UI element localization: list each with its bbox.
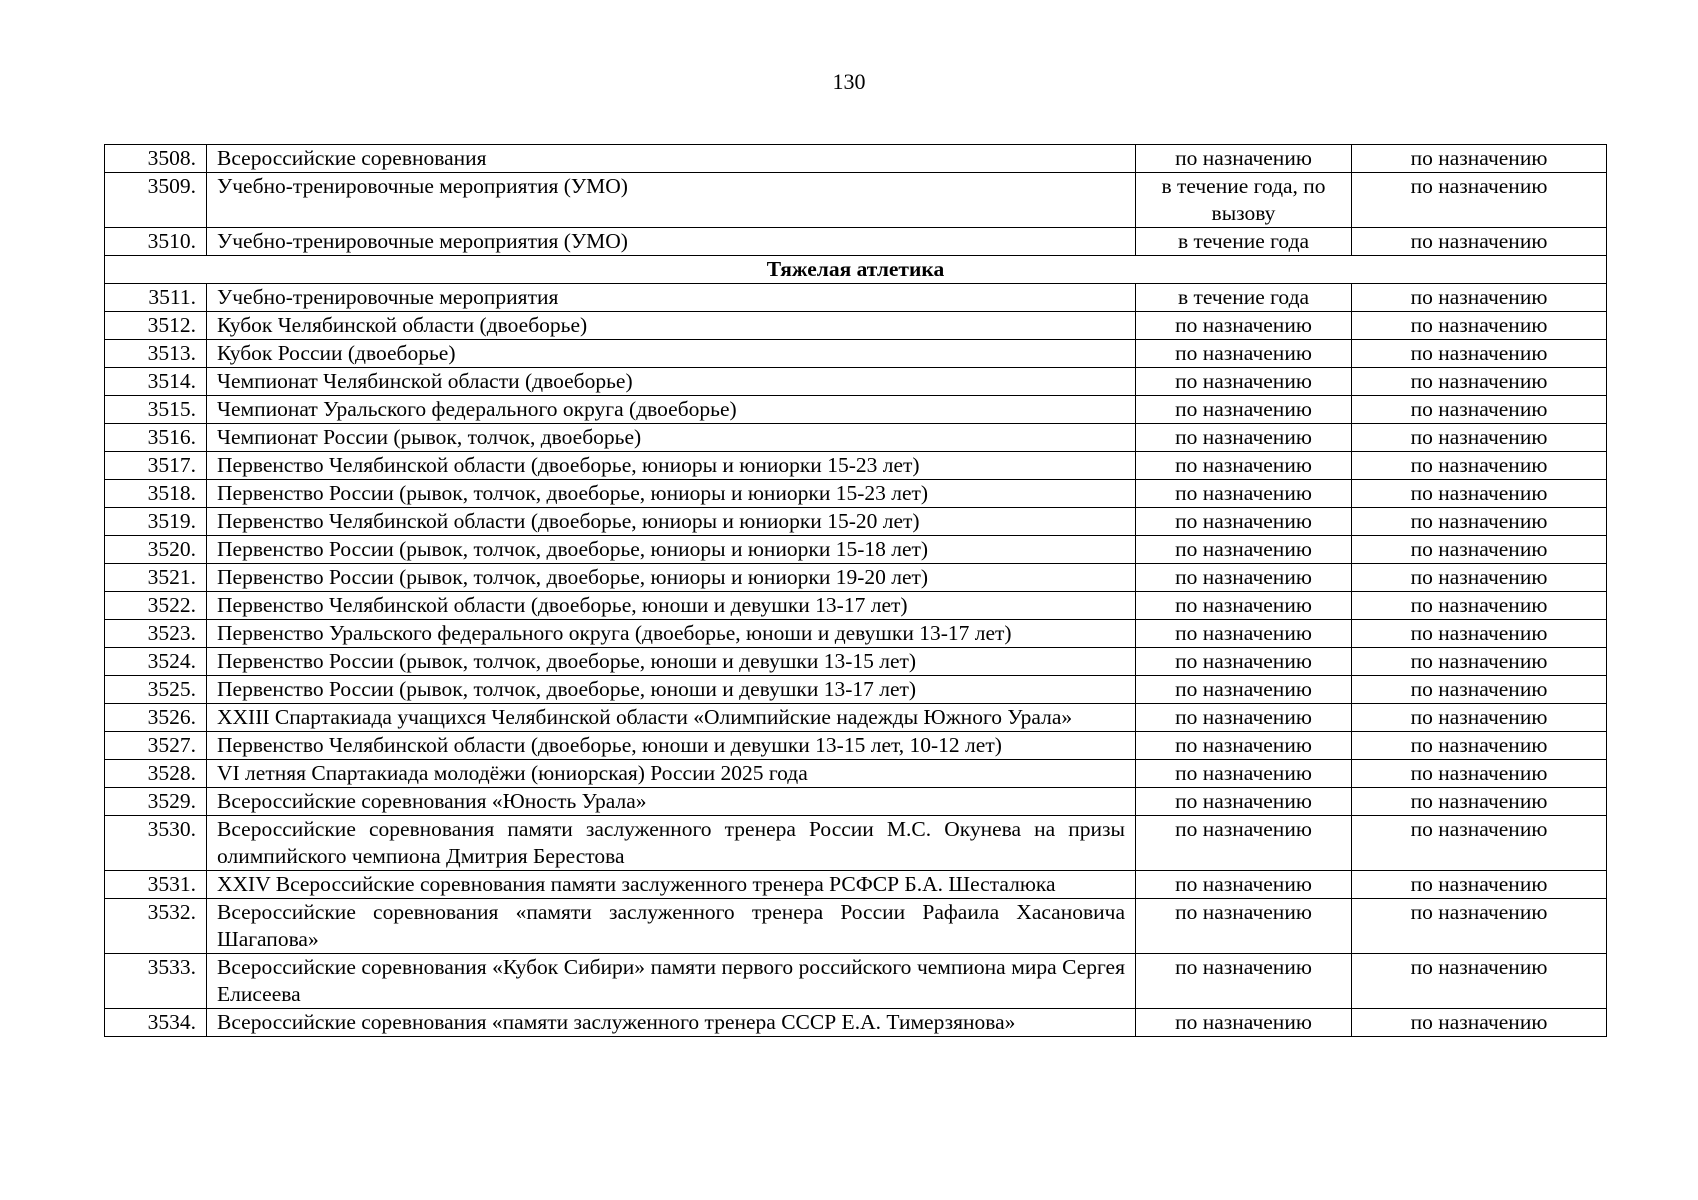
table-row bbox=[105, 676, 1607, 704]
event-place: по назначению bbox=[1352, 536, 1607, 564]
table-row bbox=[105, 508, 1607, 536]
event-date: по назначению bbox=[1136, 816, 1352, 871]
table-row bbox=[105, 424, 1607, 452]
event-date: по назначению bbox=[1136, 480, 1352, 508]
event-place: по назначению bbox=[1352, 620, 1607, 648]
event-date: по назначению bbox=[1136, 508, 1352, 536]
event-place: по назначению bbox=[1352, 592, 1607, 620]
table-row bbox=[105, 1009, 1607, 1037]
row-number: 3532. bbox=[105, 899, 207, 954]
event-name: Первенство России (рывок, толчок, двоеборье, юниоры и юниорки 15-23 лет) bbox=[207, 480, 1136, 508]
table-row bbox=[105, 368, 1607, 396]
event-date: по назначению bbox=[1136, 676, 1352, 704]
row-number: 3509. bbox=[105, 173, 207, 228]
event-name: Чемпионат Челябинской области (двоеборье) bbox=[207, 368, 1136, 396]
event-place: по назначению bbox=[1352, 954, 1607, 1009]
table-row bbox=[105, 760, 1607, 788]
row-number: 3510. bbox=[105, 228, 207, 256]
section-header-group bbox=[105, 256, 1607, 284]
table-row bbox=[105, 954, 1607, 1009]
event-name: Первенство Челябинской области (двоеборье, юниоры и юниорки 15-20 лет) bbox=[207, 508, 1136, 536]
row-number: 3512. bbox=[105, 312, 207, 340]
event-name: Первенство России (рывок, толчок, двоеборье, юниоры и юниорки 19-20 лет) bbox=[207, 564, 1136, 592]
event-place: по назначению bbox=[1352, 312, 1607, 340]
event-name: Всероссийские соревнования «Кубок Сибири» памяти первого российского чемпиона мира Сергея Елисеева bbox=[207, 954, 1136, 1009]
event-date: по назначению bbox=[1136, 899, 1352, 954]
event-date: по назначению bbox=[1136, 368, 1352, 396]
event-date: по назначению bbox=[1136, 620, 1352, 648]
event-name: Всероссийские соревнования памяти заслуженного тренера России М.С. Окунева на призы олимпийского чемпиона Дмитрия Берестова bbox=[207, 816, 1136, 871]
table-row bbox=[105, 536, 1607, 564]
table-row bbox=[105, 704, 1607, 732]
row-number: 3517. bbox=[105, 452, 207, 480]
event-place: по назначению bbox=[1352, 564, 1607, 592]
event-place: по назначению bbox=[1352, 704, 1607, 732]
row-number: 3522. bbox=[105, 592, 207, 620]
event-date: по назначению bbox=[1136, 648, 1352, 676]
event-place: по назначению bbox=[1352, 396, 1607, 424]
events-table-body-section bbox=[105, 284, 1607, 1037]
event-place: по назначению bbox=[1352, 452, 1607, 480]
event-place: по назначению bbox=[1352, 145, 1607, 173]
event-date: по назначению bbox=[1136, 732, 1352, 760]
event-date: в течение года, по вызову bbox=[1136, 173, 1352, 228]
event-date: по назначению bbox=[1136, 145, 1352, 173]
event-name: Кубок России (двоеборье) bbox=[207, 340, 1136, 368]
event-name: Первенство Уральского федерального округа (двоеборье, юноши и девушки 13-17 лет) bbox=[207, 620, 1136, 648]
event-date: по назначению bbox=[1136, 340, 1352, 368]
row-number: 3526. bbox=[105, 704, 207, 732]
row-number: 3514. bbox=[105, 368, 207, 396]
event-name: Первенство России (рывок, толчок, двоеборье, юниоры и юниорки 15-18 лет) bbox=[207, 536, 1136, 564]
event-place: по назначению bbox=[1352, 1009, 1607, 1037]
event-name: Кубок Челябинской области (двоеборье) bbox=[207, 312, 1136, 340]
event-place: по назначению bbox=[1352, 676, 1607, 704]
row-number: 3524. bbox=[105, 648, 207, 676]
event-name: Учебно-тренировочные мероприятия bbox=[207, 284, 1136, 312]
event-name: Первенство Челябинской области (двоеборье, юниоры и юниорки 15-23 лет) bbox=[207, 452, 1136, 480]
event-date: в течение года bbox=[1136, 228, 1352, 256]
event-date: по назначению bbox=[1136, 312, 1352, 340]
event-name: Первенство Челябинской области (двоеборье, юноши и девушки 13-15 лет, 10-12 лет) bbox=[207, 732, 1136, 760]
section-header-row bbox=[105, 256, 1607, 284]
row-number: 3531. bbox=[105, 871, 207, 899]
row-number: 3533. bbox=[105, 954, 207, 1009]
event-name: Всероссийские соревнования «памяти заслуженного тренера России Рафаила Хасановича Шагапова» bbox=[207, 899, 1136, 954]
table-row bbox=[105, 452, 1607, 480]
section-title: Тяжелая атлетика bbox=[105, 256, 1607, 284]
table-row bbox=[105, 396, 1607, 424]
event-place: по назначению bbox=[1352, 871, 1607, 899]
event-place: по назначению bbox=[1352, 424, 1607, 452]
event-place: по назначению bbox=[1352, 508, 1607, 536]
event-name: Всероссийские соревнования bbox=[207, 145, 1136, 173]
event-date: по назначению bbox=[1136, 396, 1352, 424]
event-name: Первенство Челябинской области (двоеборье, юноши и девушки 13-17 лет) bbox=[207, 592, 1136, 620]
event-place: по назначению bbox=[1352, 368, 1607, 396]
row-number: 3530. bbox=[105, 816, 207, 871]
event-date: в течение года bbox=[1136, 284, 1352, 312]
event-date: по назначению bbox=[1136, 788, 1352, 816]
event-name: Всероссийские соревнования «Юность Урала» bbox=[207, 788, 1136, 816]
table-row bbox=[105, 732, 1607, 760]
event-name: Чемпионат России (рывок, толчок, двоеборье) bbox=[207, 424, 1136, 452]
row-number: 3516. bbox=[105, 424, 207, 452]
event-name: Первенство России (рывок, толчок, двоеборье, юноши и девушки 13-17 лет) bbox=[207, 676, 1136, 704]
table-row bbox=[105, 480, 1607, 508]
event-name: VI летняя Спартакиада молодёжи (юниорская) России 2025 года bbox=[207, 760, 1136, 788]
table-row bbox=[105, 899, 1607, 954]
event-name: XXIV Всероссийские соревнования памяти заслуженного тренера РСФСР Б.А. Шесталюка bbox=[207, 871, 1136, 899]
event-place: по назначению bbox=[1352, 816, 1607, 871]
table-row bbox=[105, 788, 1607, 816]
row-number: 3521. bbox=[105, 564, 207, 592]
event-name: Учебно-тренировочные мероприятия (УМО) bbox=[207, 228, 1136, 256]
row-number: 3515. bbox=[105, 396, 207, 424]
event-date: по назначению bbox=[1136, 592, 1352, 620]
table-row bbox=[105, 871, 1607, 899]
event-place: по назначению bbox=[1352, 340, 1607, 368]
event-place: по назначению bbox=[1352, 732, 1607, 760]
row-number: 3511. bbox=[105, 284, 207, 312]
row-number: 3523. bbox=[105, 620, 207, 648]
table-row bbox=[105, 284, 1607, 312]
row-number: 3528. bbox=[105, 760, 207, 788]
row-number: 3520. bbox=[105, 536, 207, 564]
page-number: 130 bbox=[832, 69, 866, 94]
row-number: 3534. bbox=[105, 1009, 207, 1037]
event-date: по назначению bbox=[1136, 424, 1352, 452]
event-date: по назначению bbox=[1136, 871, 1352, 899]
table-row bbox=[105, 312, 1607, 340]
table-row bbox=[105, 816, 1607, 871]
event-date: по назначению bbox=[1136, 1009, 1352, 1037]
table-row bbox=[105, 648, 1607, 676]
row-number: 3508. bbox=[105, 145, 207, 173]
event-name: Учебно-тренировочные мероприятия (УМО) bbox=[207, 173, 1136, 228]
table-row bbox=[105, 564, 1607, 592]
row-number: 3518. bbox=[105, 480, 207, 508]
event-date: по назначению bbox=[1136, 452, 1352, 480]
table-row bbox=[105, 592, 1607, 620]
event-place: по назначению bbox=[1352, 760, 1607, 788]
events-table-body-top bbox=[105, 145, 1607, 256]
event-place: по назначению bbox=[1352, 648, 1607, 676]
table-row bbox=[105, 145, 1607, 173]
event-date: по назначению bbox=[1136, 760, 1352, 788]
event-place: по назначению bbox=[1352, 899, 1607, 954]
event-name: Первенство России (рывок, толчок, двоеборье, юноши и девушки 13-15 лет) bbox=[207, 648, 1136, 676]
table-row bbox=[105, 340, 1607, 368]
table-row bbox=[105, 228, 1607, 256]
row-number: 3529. bbox=[105, 788, 207, 816]
event-place: по назначению bbox=[1352, 788, 1607, 816]
event-place: по назначению bbox=[1352, 228, 1607, 256]
table-row bbox=[105, 620, 1607, 648]
event-name: XXIII Спартакиада учащихся Челябинской области «Олимпийские надежды Южного Урала» bbox=[207, 704, 1136, 732]
table-row bbox=[105, 173, 1607, 228]
event-date: по назначению bbox=[1136, 954, 1352, 1009]
event-date: по назначению bbox=[1136, 704, 1352, 732]
event-date: по назначению bbox=[1136, 536, 1352, 564]
row-number: 3513. bbox=[105, 340, 207, 368]
row-number: 3519. bbox=[105, 508, 207, 536]
events-table bbox=[104, 144, 1607, 1037]
event-name: Всероссийские соревнования «памяти заслуженного тренера СССР Е.А. Тимерзянова» bbox=[207, 1009, 1136, 1037]
event-name: Чемпионат Уральского федерального округа (двоеборье) bbox=[207, 396, 1136, 424]
event-date: по назначению bbox=[1136, 564, 1352, 592]
event-place: по назначению bbox=[1352, 480, 1607, 508]
row-number: 3525. bbox=[105, 676, 207, 704]
event-place: по назначению bbox=[1352, 284, 1607, 312]
event-place: по назначению bbox=[1352, 173, 1607, 228]
row-number: 3527. bbox=[105, 732, 207, 760]
